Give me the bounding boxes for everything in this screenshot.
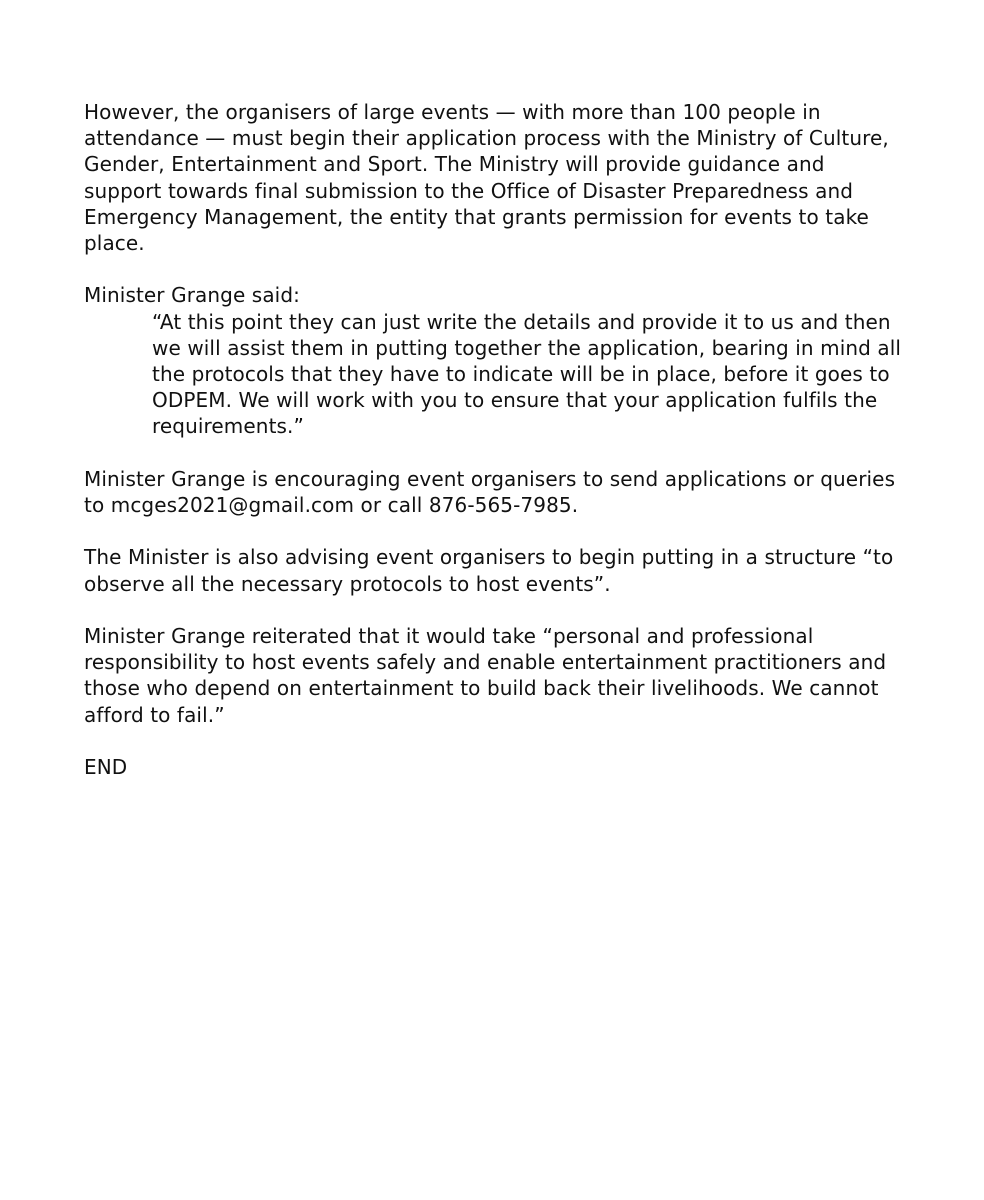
- quote-line: ODPEM. We will work with you to ensure that your application fulfils the: [152, 388, 878, 413]
- quote-intro: Minister Grange said:: [84, 283, 300, 308]
- paragraph-advice: [84, 544, 914, 596]
- end-marker: END: [84, 755, 128, 779]
- text-line: The Minister is also advising event organisers to begin putting in a structure “to: [84, 545, 894, 570]
- minister-quote: [152, 309, 914, 440]
- text-line: afford to fail.”: [84, 702, 225, 727]
- text-line: support towards final submission to the Office of Disaster Preparedness and: [84, 178, 854, 203]
- quote-line: “At this point they can just write the details and provide it to us and then: [152, 309, 891, 334]
- text-line: However, the organisers of large events — with more than 100 people in: [84, 100, 821, 124]
- paragraph-closing: [84, 623, 914, 728]
- document-body: [84, 99, 914, 780]
- text-line: those who depend on entertainment to build back their livelihoods. We cannot: [84, 676, 879, 701]
- paragraph-large-events: [84, 99, 914, 256]
- text-line: Minister Grange is encouraging event organisers to send applications or queries: [84, 466, 896, 491]
- quote-line: requirements.”: [152, 414, 304, 439]
- paragraph-contact: [84, 466, 914, 518]
- text-line: Minister Grange reiterated that it would take “personal and professional: [84, 624, 814, 648]
- text-line: to mcges2021@gmail.com or call 876-565-7985.: [84, 493, 579, 518]
- quote-line: the protocols that they have to indicate will be in place, before it goes to: [152, 362, 890, 387]
- quote-line: we will assist them in putting together the application, bearing in mind all: [152, 335, 902, 360]
- text-line: responsibility to host events safely and enable entertainment practitioners and: [84, 650, 887, 675]
- text-line: Emergency Management, the entity that grants permission for events to take: [84, 204, 869, 229]
- text-line: Gender, Entertainment and Sport. The Ministry will provide guidance and: [84, 152, 825, 177]
- text-line: place.: [84, 231, 145, 256]
- text-line: attendance — must begin their application process with the Ministry of Culture,: [84, 126, 889, 151]
- text-line: observe all the necessary protocols to host events”.: [84, 571, 611, 596]
